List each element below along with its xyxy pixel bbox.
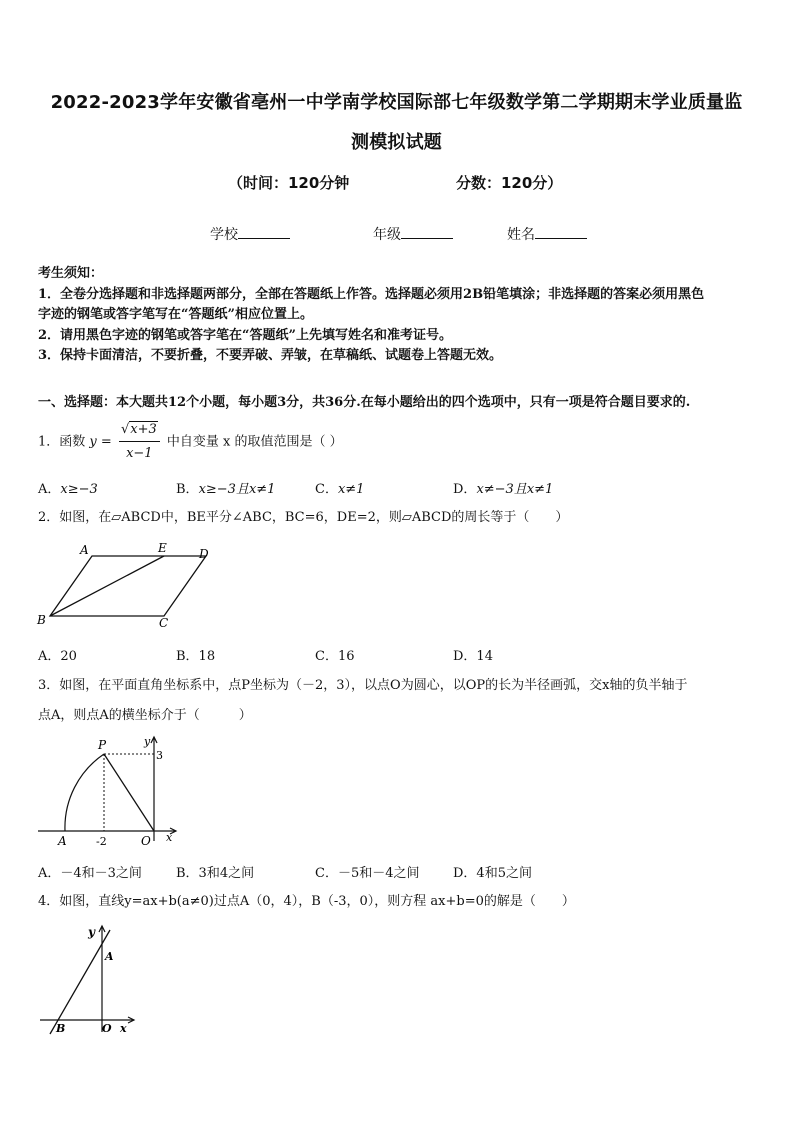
- question-3-line2: 点A，则点A的横坐标介于（ ）: [38, 708, 252, 723]
- q1-option-d-label: D．: [453, 482, 477, 497]
- q1-option-b-label: B．: [176, 482, 199, 497]
- notes-item3: 3．保持卡面清洁，不要折叠，不要弄破、弄皱，在草稿纸、试题卷上答题无效。: [38, 348, 503, 363]
- q1-denominator: x−1: [126, 446, 153, 461]
- q4-line-figure: [36, 922, 146, 1040]
- q1-option-d-text: x≠−3且x≠1: [476, 482, 554, 497]
- q1-option-b[interactable]: [176, 478, 275, 497]
- label-e: E: [158, 541, 167, 555]
- segment-op: [104, 754, 154, 831]
- label-o: O: [102, 1022, 112, 1035]
- q2-parallelogram-figure: [34, 538, 224, 633]
- q1-numerator-radicand: x+3: [130, 422, 157, 437]
- label-a: A: [80, 543, 89, 557]
- question-4: 4．如图，直线y=ax+b(a≠0)过点A（0，4），B（-3，0），则方程 ax+b=0的解是（ ）: [38, 894, 575, 909]
- name-label: 姓名: [507, 227, 535, 243]
- q1-fraction: [119, 420, 160, 464]
- label-y: y: [144, 735, 151, 748]
- q2-option-b[interactable]: B．18: [176, 649, 216, 664]
- label-a: A: [58, 834, 67, 848]
- label-x: x: [166, 831, 173, 844]
- notes-item1-line1: 1．全卷分选择题和非选择题两部分，全部在答题纸上作答。选择题必须用2B铅笔填涂；非选择题的答案必须用黑色: [38, 286, 705, 302]
- q3-option-a[interactable]: A．－4和－3之间: [38, 866, 142, 881]
- q1-y-eq: y =: [89, 434, 112, 450]
- q1-option-d[interactable]: [453, 478, 553, 497]
- label-3: 3: [156, 749, 163, 762]
- notes-item2: 2．请用黑色字迹的钢笔或答字笔在“答题纸”上先填写姓名和准考证号。: [38, 327, 453, 343]
- line-ab: [50, 930, 110, 1034]
- exam-score: 分数：120分）: [456, 174, 563, 192]
- name-field: [507, 224, 587, 244]
- q1-numerator: √x+3: [119, 420, 160, 442]
- label-b: B: [37, 613, 46, 627]
- school-field: [210, 224, 290, 244]
- grade-blank[interactable]: [401, 224, 453, 239]
- notes-heading: 考生须知：: [38, 266, 104, 281]
- q1-option-a[interactable]: [38, 478, 98, 497]
- q1-suffix: 中自变量 x 的取值范围是（ ）: [166, 434, 343, 450]
- label-x: x: [120, 1022, 127, 1035]
- section-heading: 一、选择题：本大题共12个小题，每小题3分，共36分.在每小题给出的四个选项中，只有一项是符合题目要求的.: [38, 395, 691, 410]
- exam-title-line2: 测模拟试题: [351, 132, 442, 153]
- label-a: A: [105, 950, 114, 963]
- grade-label: 年级: [373, 227, 401, 243]
- candidate-notes: [38, 264, 758, 367]
- label-c: C: [159, 616, 169, 630]
- q1-option-c-text: x≠1: [337, 482, 365, 497]
- q1-prefix: 1．函数: [38, 434, 86, 450]
- name-blank[interactable]: [535, 224, 587, 239]
- question-2: 2．如图，在▱ABCD中，BE平分∠ABC，BC=6，DE=2，则▱ABCD的周长等于（ ）: [38, 510, 569, 525]
- exam-title-line1: 2022-2023学年安徽省亳州一中学南学校国际部七年级数学第二学期期末学业质量监: [50, 92, 743, 113]
- school-blank[interactable]: [238, 224, 290, 239]
- label-b: B: [56, 1022, 66, 1035]
- q2-option-a[interactable]: A．20: [38, 649, 77, 664]
- label-d: D: [199, 547, 209, 561]
- q1-option-a-label: A．: [38, 482, 61, 497]
- exam-time: （时间：120分钟: [228, 174, 350, 192]
- parallelogram-abcd: [50, 556, 206, 616]
- q3-coordinate-figure: [34, 733, 184, 851]
- label-y: y: [88, 925, 95, 939]
- segment-be: [50, 556, 164, 616]
- q1-option-c-label: C．: [315, 482, 338, 497]
- label-neg2: -2: [96, 835, 107, 848]
- q1-option-a-text: x≥−3: [60, 482, 98, 497]
- school-label: 学校: [210, 227, 238, 243]
- q2-option-c[interactable]: C．16: [315, 649, 355, 664]
- q2-option-d[interactable]: D．14: [453, 649, 493, 664]
- q3-option-b[interactable]: B．3和4之间: [176, 866, 255, 881]
- q3-option-c[interactable]: C．－5和－4之间: [315, 866, 420, 881]
- question-1: [38, 420, 758, 464]
- arc-ap: [65, 754, 104, 831]
- q1-option-c[interactable]: [315, 478, 364, 497]
- q1-option-b-text: x≥−3且x≠1: [198, 482, 276, 497]
- label-o: O: [141, 834, 151, 848]
- grade-field: [373, 224, 453, 244]
- notes-item1-line2: 字迹的钢笔或答字笔写在“答题纸”相应位置上。: [38, 307, 313, 322]
- q3-option-d[interactable]: D．4和5之间: [453, 866, 532, 881]
- question-3-line1: 3．如图，在平面直角坐标系中，点P坐标为（－2，3），以点O为圆心，以OP的长为半径画弧，交x轴的负半轴于: [38, 678, 688, 693]
- label-p: P: [98, 738, 107, 752]
